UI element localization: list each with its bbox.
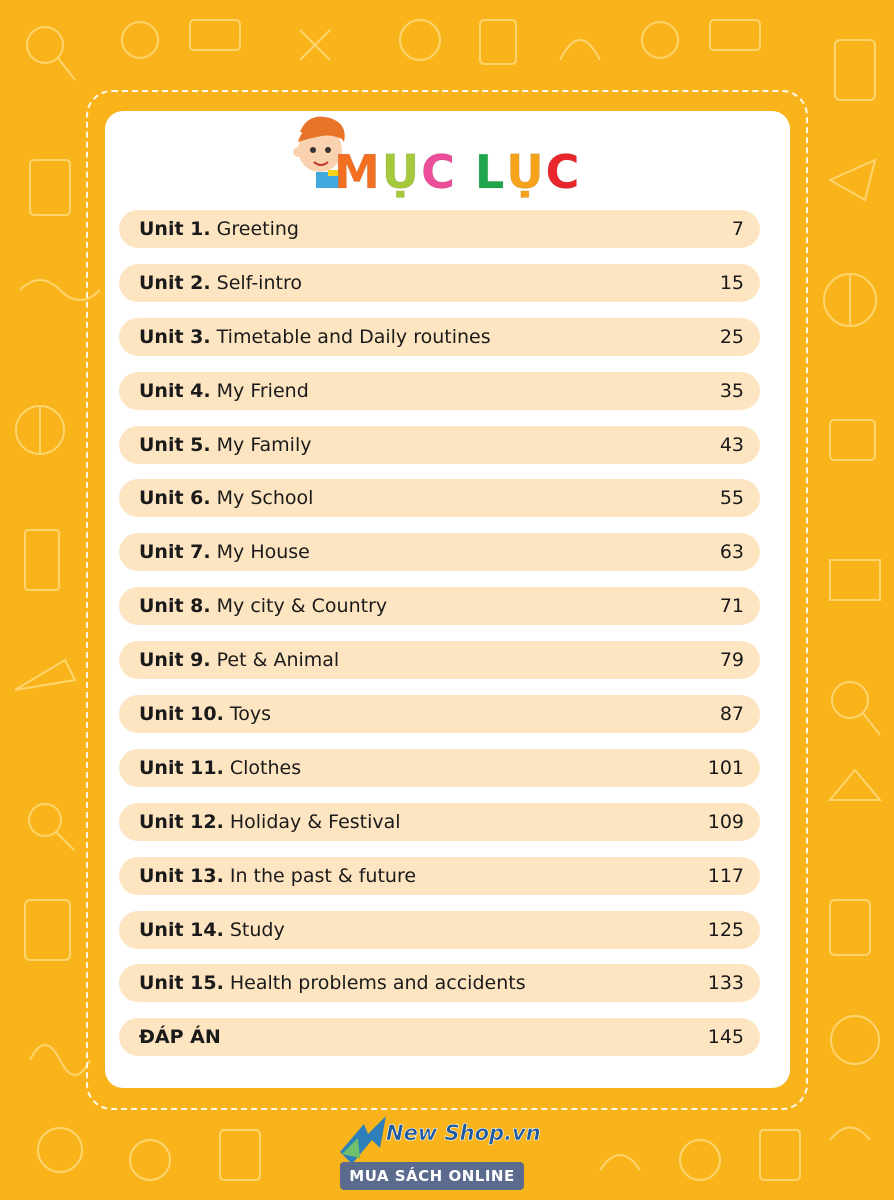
toc-unit-number: Unit 6. (139, 487, 211, 510)
toc-row (119, 426, 760, 464)
toc-page-number: 101 (707, 756, 744, 779)
title-letter: C (545, 145, 582, 199)
toc-unit-number: Unit 11. (139, 756, 224, 779)
title-letter: C (421, 145, 457, 199)
toc-row (119, 587, 760, 625)
toc-unit-title: My Friend (210, 379, 309, 402)
toc-row (119, 479, 760, 517)
toc-unit-title: Study (223, 918, 285, 941)
toc-page-number: 43 (719, 433, 744, 456)
toc-unit-number: Unit 4. (139, 379, 211, 402)
toc-entry-label (139, 1026, 221, 1048)
toc-row (119, 857, 760, 895)
toc-page-number: 35 (719, 379, 744, 402)
toc-page-number: 87 (719, 703, 744, 726)
toc-page-number: 125 (707, 918, 744, 941)
toc-unit-title: My House (210, 541, 310, 564)
toc-entry-label (139, 541, 310, 563)
brand-name: New Shop.vn (386, 1121, 541, 1145)
toc-page-number: 117 (707, 864, 744, 887)
toc-page-number: 63 (719, 541, 744, 564)
toc-entry-label (139, 811, 401, 833)
title-letter: M (334, 145, 382, 199)
title-letter: L (474, 145, 507, 199)
toc-entry-label (139, 703, 271, 725)
toc-unit-title: My School (210, 487, 314, 510)
toc-entry-label (139, 757, 301, 779)
toc-unit-title: My Family (210, 433, 312, 456)
toc-entry-label (139, 326, 491, 348)
toc-entry-label (139, 434, 311, 456)
toc-page-number: 25 (719, 325, 744, 348)
toc-page-number: 133 (707, 972, 744, 995)
toc-row (119, 318, 760, 356)
toc-page-number: 79 (719, 649, 744, 672)
table-of-contents (119, 210, 760, 1072)
tagline-banner: MUA SÁCH ONLINE (340, 1162, 524, 1190)
toc-page-number: 145 (707, 1026, 744, 1049)
toc-unit-title: My city & Country (210, 595, 388, 618)
toc-entry-label (139, 487, 313, 509)
toc-entry-label (139, 649, 339, 671)
toc-entry-label (139, 272, 302, 294)
toc-page-number: 55 (719, 487, 744, 510)
toc-entry-label (139, 595, 387, 617)
toc-page-number: 109 (707, 810, 744, 833)
toc-unit-number: Unit 13. (139, 864, 224, 887)
toc-entry-label (139, 919, 285, 941)
toc-unit-title: Pet & Animal (210, 649, 340, 672)
toc-entry-label (139, 218, 299, 240)
toc-row (119, 210, 760, 248)
toc-row (119, 749, 760, 787)
toc-unit-number: ĐÁP ÁN (139, 1026, 221, 1049)
toc-row (119, 911, 760, 949)
toc-page-number: 71 (719, 595, 744, 618)
toc-unit-number: Unit 12. (139, 810, 224, 833)
toc-row (119, 264, 760, 302)
toc-unit-title: Holiday & Festival (223, 810, 401, 833)
toc-unit-number: Unit 14. (139, 918, 224, 941)
toc-page-number: 7 (731, 218, 744, 240)
toc-entry-label (139, 380, 309, 402)
toc-unit-title: In the past & future (223, 864, 417, 887)
toc-row (119, 964, 760, 1002)
page-title (334, 142, 581, 202)
toc-row (119, 1018, 760, 1056)
toc-row (119, 803, 760, 841)
toc-unit-title: Greeting (210, 218, 299, 240)
toc-row (119, 533, 760, 571)
title-letter: Ụ (381, 145, 422, 199)
toc-unit-title: Health problems and accidents (223, 972, 526, 995)
toc-unit-number: Unit 15. (139, 972, 224, 995)
toc-unit-title: Toys (223, 703, 272, 726)
toc-unit-number: Unit 1. (139, 218, 211, 240)
toc-page-number: 15 (719, 271, 744, 294)
toc-row (119, 641, 760, 679)
toc-unit-title: Timetable and Daily routines (210, 325, 491, 348)
toc-unit-number: Unit 2. (139, 271, 211, 294)
title-letter (457, 142, 475, 202)
toc-row (119, 372, 760, 410)
toc-entry-label (139, 865, 416, 887)
title-letter: Ụ (506, 145, 546, 199)
toc-unit-number: Unit 8. (139, 595, 211, 618)
toc-unit-number: Unit 10. (139, 703, 224, 726)
toc-unit-number: Unit 5. (139, 433, 211, 456)
toc-unit-number: Unit 9. (139, 649, 211, 672)
toc-unit-title: Clothes (223, 756, 302, 779)
toc-unit-number: Unit 7. (139, 541, 211, 564)
toc-unit-title: Self-intro (210, 271, 302, 294)
toc-unit-number: Unit 3. (139, 325, 211, 348)
toc-entry-label (139, 972, 526, 994)
toc-row (119, 695, 760, 733)
